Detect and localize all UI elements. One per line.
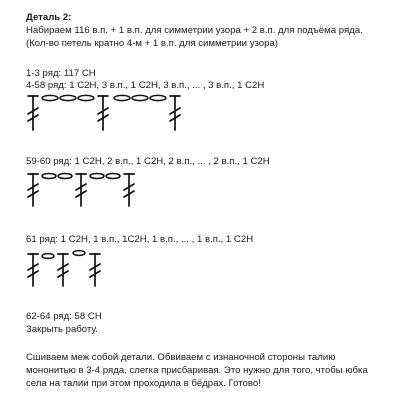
- double-crochet-symbol: [28, 96, 38, 130]
- intro-line-1: Набираем 116 в.п. + 1 в.п. для симметрии узора + 2 в.п. для подъёма ряда.: [26, 25, 363, 36]
- finish-line-1: Сшиваем меж собой детали. Обвиваем с изнаночной стороны талию: [26, 352, 336, 363]
- close-work: Закрыть работу.: [26, 324, 98, 335]
- double-crochet-symbol: [58, 254, 68, 286]
- row-1-3: 1-3 ряд: 117 СН: [26, 68, 96, 79]
- intro-line-2: (Кол-во петель кратно 4-м + 1 в.п. для симметрии узора): [26, 38, 278, 49]
- row-62-64: 62-64 ряд: 58 СН: [26, 311, 102, 322]
- diagram-row-59-60: [24, 170, 154, 210]
- row-61: 61 ряд: 1 С2Н, 1 в.п., 1С2Н, 1 в.п., ... , 1 в.п., 1 С2Н: [26, 234, 254, 245]
- row-59-60: 59-60 ряд: 1 С2Н, 2 в.п., 1 С2Н, 2 в.п., ... , 2 в.п., 1 С2Н: [26, 156, 270, 167]
- chain-stitch-symbol: [73, 251, 85, 256]
- double-crochet-symbol: [124, 174, 134, 206]
- chain-stitch-symbol: [42, 95, 94, 100]
- double-crochet-symbol: [76, 174, 86, 206]
- diagram-row-4-58: [24, 92, 194, 134]
- row-4-58: 4-58 ряд: 1 С2Н, 3 в.п., 1 С2Н, 3 в.п., ... , 3 в.п., 1 С2Н: [26, 80, 265, 91]
- finish-line-3: села на талии при этом проходила в бёдрах. Готово!: [26, 378, 261, 389]
- double-crochet-symbol: [98, 96, 108, 130]
- diagram-row-61: [24, 248, 124, 290]
- double-crochet-symbol: [170, 96, 180, 130]
- chain-stitch-symbol: [42, 254, 54, 259]
- double-crochet-symbol: [28, 254, 38, 286]
- finish-line-2: мононитью в 3-4 ряда, слегка присбаривая. Это нужно для того, чтобы юбка: [26, 365, 368, 376]
- chain-stitch-symbol: [90, 174, 120, 179]
- page-title: Деталь 2:: [26, 12, 72, 23]
- double-crochet-symbol: [28, 174, 38, 206]
- double-crochet-symbol: [90, 254, 100, 286]
- chain-stitch-symbol: [114, 95, 166, 100]
- chain-stitch-symbol: [42, 174, 72, 179]
